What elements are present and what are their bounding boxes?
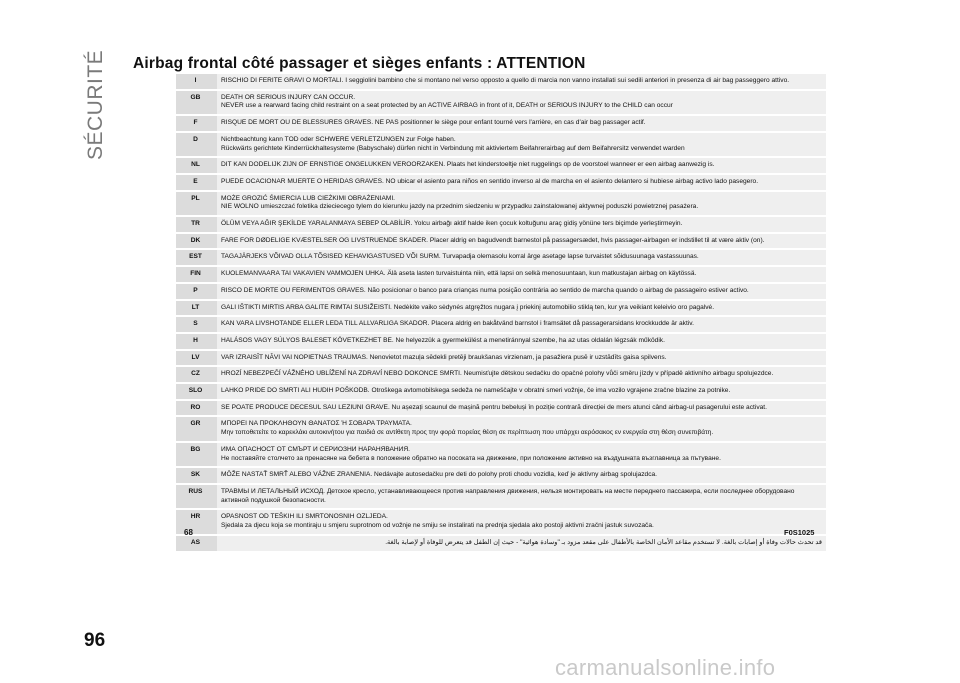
language-code: CZ [176,367,215,382]
warning-line: OPASNOST OD TEŠKIH ILI SMRTONOSNIH OZLJEDA. [221,513,388,521]
language-code: EST [176,250,215,265]
language-code: RO [176,401,215,416]
warning-line: HROZÍ NEBEZPEČÍ VÁŽNÉHO UBLÍŽENÍ NA ZDRAVÍ NEBO DOKONCE SMRTI. Neumisťujte dětskou sedačku do opačné polohy vůči směru jízdy v případě aktivního airbagu spolujezdce. [221,370,774,378]
warning-line-2: Sjedala za djecu koja se montiraju u smjeru suprotnom od vožnje ne smiju se instalirati na prednja sjedala ako postoji aktivni zračni jastuk suvozača. [221,522,654,530]
table-row [176,250,826,265]
warning-line-2: NEVER use a rearward facing child restraint on a seat protected by an ACTIVE AIRBAG in front of it, DEATH or SERIOUS INJURY to the CHILD can occur [221,102,673,110]
language-code: HR [176,510,215,533]
table-row [176,192,826,215]
table-row [176,133,826,156]
watermark: carmanualsonline.info [555,655,776,680]
warning-text [217,301,826,316]
table-row [176,217,826,232]
table-row [176,485,826,508]
warning-text [217,417,826,440]
language-code: P [176,284,215,299]
warning-line-2: Не поставяйте столчето за пренасяне на бебета в положение обратно на посоката на движение, при положение активно на въздушната възглавница за пътуване. [221,454,721,462]
warning-text [217,234,826,249]
warning-line: SE POATE PRODUCE DECESUL SAU LEZIUNI GRAVE. Nu așezați scaunul de mașină pentru bebeluși în poziție contrară direcției de mers atunci când airbag-ul pasagerului este activat. [221,403,767,411]
table-row [176,334,826,349]
warning-line: KUOLEMANVAARA TAI VAKAVIEN VAMMOJEN UHKA. Älä aseta lasten turvaistuinta niin, että lapsi on selkä menosuuntaan, kun matkustajan airbag on käytössä. [221,270,697,278]
warning-text [217,133,826,156]
warning-line: MOŻE GROZIĆ ŚMIERCIA LUB CIEŻKIMI OBRAŻENIAMI. [221,194,396,202]
language-code: NL [176,158,215,173]
warning-line: ΜΠΟΡΕΙ ΝΑ ΠΡΟΚΛΗΘΟΥΝ ΘΑΝΑΤΟΣ Ή ΣΟΒΑΡΑ ΤΡΑΥΜΑΤΑ. [221,420,412,428]
warning-line: ÖLÜM VEYA AĞIR ŞEKİLDE YARALANMAYA SEBEP OLABİLİR. Yolcu airbağı aktif halde iken çocuk koltuğunu araç gidiş yönüne ters biçimde yerleştirmeyin. [221,220,683,228]
table-row [176,317,826,332]
warning-text [217,536,826,551]
warning-text [217,384,826,399]
warning-line: RISCO DE MORTE OU FERIMENTOS GRAVES. Não posicionar o banco para crianças numa posição contrária ao sentido de marcha quando o airbag de passageiro estiver activo. [221,286,749,294]
warning-line: KAN VARA LIVSHOTANDE ELLER LEDA TILL ALLVARLIGA SKADOR. Placera aldrig en bakåtvänd barnstol i framsätet då passagerarsidans krockkudde är aktiv. [221,320,694,328]
table-row [176,384,826,399]
language-code: H [176,334,215,349]
language-code: GB [176,91,215,114]
language-code: SK [176,468,215,483]
language-code: RUS [176,485,215,508]
table-row [176,91,826,114]
table-row [176,401,826,416]
table-row [176,417,826,440]
table-row [176,175,826,190]
warning-text [217,250,826,265]
warning-line: DEATH OR SERIOUS INJURY CAN OCCUR. [221,93,356,101]
warning-text [217,401,826,416]
table-row [176,351,826,366]
warning-text [217,468,826,483]
language-code: F [176,116,215,131]
warning-line: GALI IŠTIKTI MIRTIS ARBA GALITE RIMTAI SUSIŽEISTI. Nedėkite vaiko sėdynės atgręžtos nugara į priekinį automobilio stiklą ten, kur yra veikiant keleivio oro pagalvė. [221,303,715,311]
warning-line: TAGAJÄRJEKS VÕIVAD OLLA TÕSISED KEHAVIGASTUSED VÕI SURM. Turvapadja olemasolu korral ärge asetage lapse turvaistet sõidusuunaga vastassuunas. [221,253,699,261]
warning-line: Nichtbeachtung kann TOD oder SCHWERE VERLETZUNGEN zur Folge haben. [221,135,456,143]
warning-line: LAHKO PRIDE DO SMRTI ALI HUDIH POŠKODB. Otroškega avtomobilskega sedeža ne nameščajte v obratni smeri vožnje, če ima vozilo vgrajene zračne blazine za potnike. [221,387,731,395]
table-row [176,443,826,466]
warning-line: قد تحدث حالات وفاة أو إصابات بالغة. لا تستخدم مقاعد الأمان الخاصة بالأطفال على مقعد مزود بـ "وسادة هوائية" - حيث إن الطفل قد يتعرض للوفاة أو لإصابة بالغة. [385,538,822,546]
warning-text [217,91,826,114]
language-code: FIN [176,267,215,282]
warning-text [217,158,826,173]
table-row [176,234,826,249]
warning-line: DIT KAN DODELIJK ZIJN OF ERNSTIGE ONGELUKKEN VEROORZAKEN. Plaats het kinderstoeltje niet ruggelings op de voorstoel wanneer er een airbag aanwezig is. [221,161,715,169]
table-row [176,468,826,483]
language-code: GR [176,417,215,440]
warning-line: VAR IZRAISĪT NĀVI VAI NOPIETNAS TRAUMAS. Nenovietot mazuļa sēdekli pretēji braukšanas virzienam, ja pasažiera pusē ir uzstādīts gaisa spilvens. [221,353,667,361]
warning-line-2: Μην τοποθετείτε το καρεκλάκι αυτοκινήτου για παιδιά σε αντίθετη προς την φορά πορείας θέση σε περίπτωση που υπάρχει αερόσακος εν ενεργεία στη θέση συνεπιβάτη. [221,429,714,437]
warning-line-2: NIE WOLNO umieszczać foletika dzieciecego tylem do kierunku jazdy na przednim siedzeniu w przypadku zainstalowanej aktywnej poduszki powietrznej pasażera. [221,203,699,211]
table-row [176,158,826,173]
table-row [176,116,826,131]
figure-code: F0S1025 [784,528,815,537]
language-code: TR [176,217,215,232]
language-code: E [176,175,215,190]
table-row [176,284,826,299]
language-code: BG [176,443,215,466]
table-row [176,536,826,551]
warning-line: PUEDE OCACIONAR MUERTE O HERIDAS GRAVES. NO ubicar el asiento para niños en sentido inverso al de marcha en el asiento delantero si hubiese airbag activo lado pasegero. [221,177,759,185]
table-row [176,510,826,533]
language-code: S [176,317,215,332]
language-code: PL [176,192,215,215]
table-row [176,267,826,282]
warning-text [217,443,826,466]
warning-text [217,116,826,131]
warning-text [217,175,826,190]
warning-line: MÔŽE NASTAŤ SMRŤ ALEBO VÁŽNE ZRANENIA. Nedávajte autosedačku pre deti do polohy proti chodu vozidla, keď je aktívny airbag spolujazdca. [221,471,658,479]
warning-line-2: Rückwärts gerichtete Kinderrückhaltesysteme (Babyschale) dürfen nicht in Verbindung mit aktiviertem Beifahrerairbag auf dem Beifahrersitz verwendet warden [221,144,685,152]
warning-table [176,74,826,553]
warning-text [217,317,826,332]
warning-text [217,267,826,282]
warning-text [217,217,826,232]
language-code: D [176,133,215,156]
language-code: LV [176,351,215,366]
table-row [176,74,826,89]
table-row [176,367,826,382]
warning-text [217,510,826,533]
language-code: SLO [176,384,215,399]
warning-line: ИМА ОПАСНОСТ ОТ СМЪРТ И СЕРИОЗНИ НАРАНЯВАНИЯ. [221,445,411,453]
language-code: DK [176,234,215,249]
warning-text [217,351,826,366]
page-title: Airbag frontal côté passager et sièges enfants : ATTENTION [133,55,586,72]
page-number: 96 [84,630,106,651]
warning-text [217,334,826,349]
warning-line: RISCHIO DI FERITE GRAVI O MORTALI. I seggiolini bambino che si montano nel verso opposto a quello di marcia non vanno installati sui sedili anteriori in presenza di air bag passeggero attivo. [221,77,790,84]
table-row [176,301,826,316]
language-code: LT [176,301,215,316]
warning-text [217,485,826,508]
warning-text [217,284,826,299]
language-code: AS [176,536,215,551]
warning-text [217,74,826,89]
language-code: I [176,74,215,89]
warning-line: HALÁSOS VAGY SÚLYOS BALESET KÖVETKEZHET BE. Ne helyezzük a gyermekülést a menetiránnyal szembe, ha az utas oldalán légzsák működik. [221,336,665,344]
warning-line: ТРАВМЫ И ЛЕТАЛЬНЫЙ ИСХОД. Детское кресло, устанавливающееся против направления движения, нельзя монтировать на месте переднего пассажира, если последнее оборудовано активной подушкой безопасности. [221,487,795,504]
section-label-text: SÉCURITÉ [84,49,107,160]
warning-line: RISQUE DE MORT OU DE BLESSURES GRAVES. NE PAS positionner le siège pour enfant tourné vers l'arrière, en cas d'air bag passager actif. [221,119,646,127]
figure-page-ref: 68 [184,528,193,537]
warning-text [217,192,826,215]
warning-line: FARE FOR DØDELIGE KVÆSTELSER OG LIVSTRUENDE SKADER. Placer aldrig en bagudvendt barnestol på passagersædet, hvis passager-airbagen er indstillet til at være aktiv (on). [221,236,765,244]
section-label [84,49,108,160]
warning-text [217,367,826,382]
